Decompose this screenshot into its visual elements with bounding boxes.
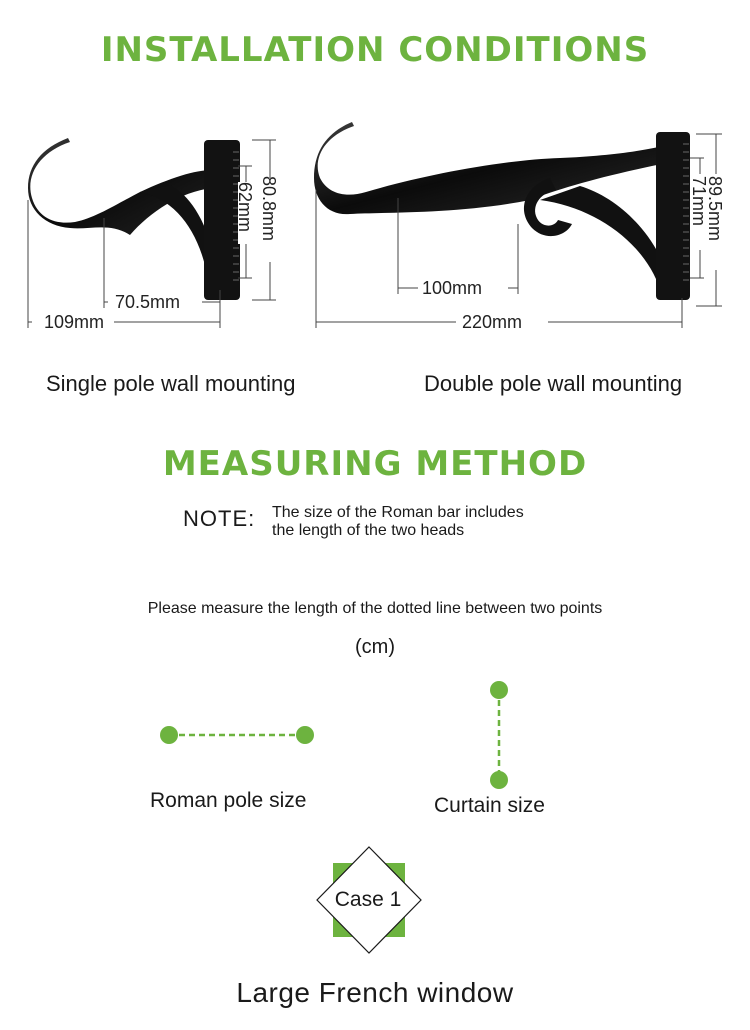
installation-conditions-heading: INSTALLATION CONDITIONS [100,30,650,70]
unit-label: (cm) [355,636,395,658]
measuring-method-heading: MEASURING METHOD [162,444,588,484]
single-depth-outer-label: 109mm [44,312,105,332]
curtain-size-dotted-line [486,678,512,794]
case-label: Case 1 [334,888,402,911]
measure-instruction: Please measure the length of the dotted line between two points [147,600,603,617]
double-height-outer-label: 89.5mm [705,176,725,242]
double-depth-inner-label: 100mm [422,278,483,298]
roman-pole-dotted-line [155,722,325,748]
roman-pole-size-label: Roman pole size [150,789,307,812]
double-height-inner-label: 71mm [689,176,709,227]
single-height-inner-label: 62mm [235,182,255,233]
green-dot-icon [296,726,314,744]
note-label: NOTE: [183,506,256,531]
double-bracket-image [310,118,730,338]
green-dot-icon [490,771,508,789]
double-depth-outer-label: 220mm [462,312,523,332]
green-dot-icon [160,726,178,744]
single-height-outer-label: 80.8mm [259,176,279,242]
curtain-size-label: Curtain size [434,794,545,817]
single-pole-caption: Single pole wall mounting [46,371,296,396]
single-depth-inner-label: 70.5mm [115,292,181,312]
note-line-2: the length of the two heads [272,522,465,539]
note-line-1: The size of the Roman bar includes [272,504,524,521]
single-bracket-image [20,130,320,340]
note-text [272,504,524,540]
green-dot-icon [490,681,508,699]
window-type-title: Large French window [236,977,514,1008]
double-pole-caption: Double pole wall mounting [424,371,683,396]
